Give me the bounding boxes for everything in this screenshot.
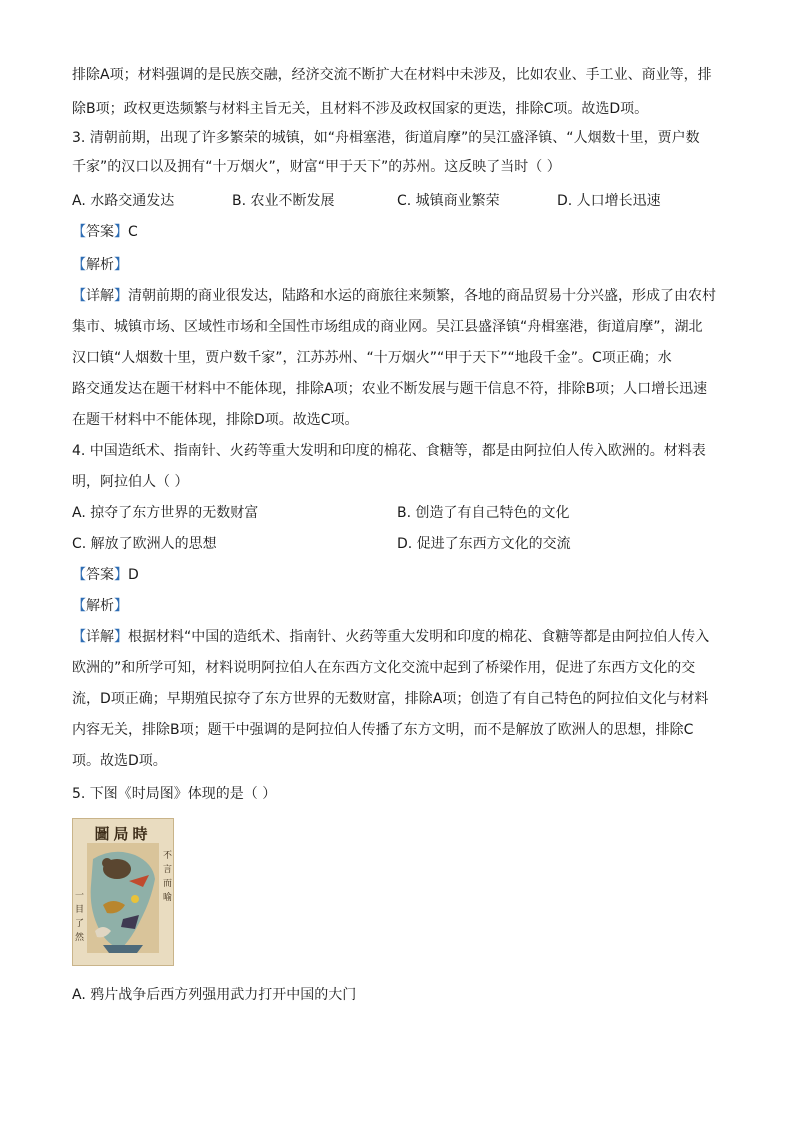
detail-line: 【详解】清朝前期的商业很发达，陆路和水运的商旅往来频繁，各地的商品贸易十分兴盛，形成了由农村	[72, 288, 716, 304]
text-line: 排除A项；材料强调的是民族交融，经济交流不断扩大在材料中未涉及，比如农业、手工业、商业等，排	[72, 67, 712, 83]
q3-option-c: C. 城镇商业繁荣	[397, 193, 500, 209]
question-5-stem: 5. 下图《时局图》体现的是（ ）	[72, 786, 277, 802]
figure-illustration	[73, 819, 173, 965]
question-3-stem: 3. 清朝前期，出现了许多繁荣的城镇，如“舟楫塞港，街道肩摩”的吴江盛泽镇、“人烟数十里，贾户数	[72, 130, 700, 146]
q3-option-d: D. 人口增长迅速	[557, 193, 661, 209]
detail-line: 欧洲的”和所学可知，材料说明阿拉伯人在东西方文化交流中起到了桥梁作用，促进了东西方文化的交	[72, 660, 696, 676]
detail-line: 路交通发达在题干材料中不能体现，排除A项；农业不断发展与题干信息不符，排除B项；人口增长迅速	[72, 381, 708, 397]
q4-option-c: C. 解放了欧洲人的思想	[72, 536, 217, 552]
detail-line: 在题干材料中不能体现，排除D项。故选C项。	[72, 412, 359, 428]
answer-value: D	[128, 567, 139, 583]
detail-line: 【详解】根据材料“中国的造纸术、指南针、火药等重大发明和印度的棉花、食糖等都是由阿拉伯人传入	[72, 629, 710, 645]
q4-option-d: D. 促进了东西方文化的交流	[397, 536, 571, 552]
shiju-tu-image	[72, 818, 174, 966]
text-line: 除B项；政权更迭频繁与材料主旨无关，且材料不涉及政权国家的更迭，排除C项。故选D项。	[72, 101, 649, 117]
answer-value: C	[128, 224, 138, 240]
question-4-stem: 明，阿拉伯人（ ）	[72, 474, 189, 490]
figure-title: 圖局時	[94, 825, 152, 843]
question-3-stem: 千家”的汉口以及拥有“十万烟火”，财富“甲于天下”的苏州。这反映了当时（ ）	[72, 159, 561, 175]
answer-tag: 【答案】D	[72, 567, 139, 583]
figure-left-caption: 一目了然	[75, 891, 85, 943]
answer-tag: 【答案】C	[72, 224, 138, 240]
detail-line: 内容无关，排除B项；题干中强调的是阿拉伯人传播了东方文明，而不是解放了欧洲人的思想，排除C	[72, 722, 694, 738]
q3-option-a: A. 水路交通发达	[72, 193, 175, 209]
detail-line: 汉口镇“人烟数十里，贾户数千家”，江苏苏州、“十万烟火”“甲于天下”“地段千金”。C项正确；水	[72, 350, 672, 366]
analysis-tag: 【解析】	[72, 257, 128, 273]
q3-option-b: B. 农业不断发展	[232, 193, 335, 209]
question-4-stem: 4. 中国造纸术、指南针、火药等重大发明和印度的棉花、食糖等，都是由阿拉伯人传入欧洲的。材料表	[72, 443, 706, 459]
figure-right-caption: 不言而喻	[163, 851, 173, 903]
detail-line: 流，D项正确；早期殖民掠夺了东方世界的无数财富，排除A项；创造了有自己特色的阿拉伯文化与材料	[72, 691, 709, 707]
detail-line: 集市、城镇市场、区域性市场和全国性市场组成的商业网。吴江县盛泽镇“舟楫塞港，街道肩摩”，湖北	[72, 319, 703, 335]
detail-line: 项。故选D项。	[72, 753, 167, 769]
q4-option-b: B. 创造了有自己特色的文化	[397, 505, 570, 521]
q5-option-a: A. 鸦片战争后西方列强用武力打开中国的大门	[72, 987, 357, 1003]
q4-option-a: A. 掠夺了东方世界的无数财富	[72, 505, 259, 521]
analysis-tag: 【解析】	[72, 598, 128, 614]
